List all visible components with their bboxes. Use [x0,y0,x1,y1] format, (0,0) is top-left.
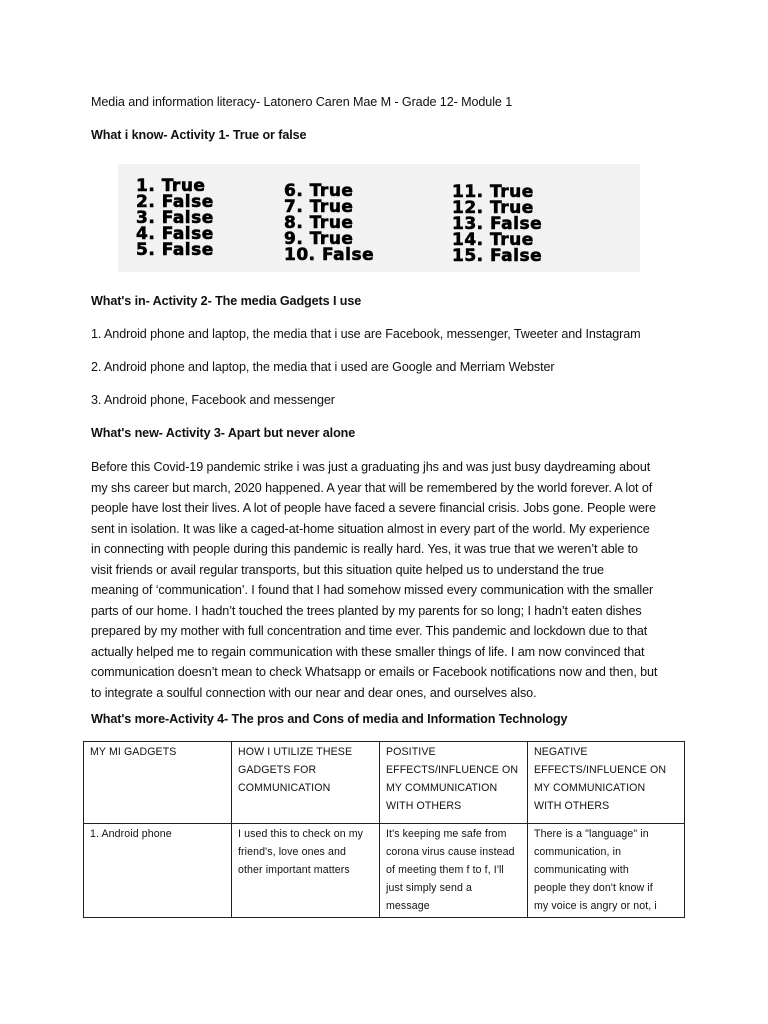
header-line: NEGATIVE [534,746,588,758]
paragraph-line: sent in isolation. It was like a caged-at-home situation almost in every part of the world. My experience [91,521,650,536]
paragraph-line: people have lost their lives. A lot of people have faced a severe financial crisis. Jobs gone. People were [91,501,656,515]
activity3-paragraph [91,457,691,703]
cell-line: 1. Android phone [90,828,172,840]
answer-item: 3. False [136,208,214,228]
paragraph-line: Before this Covid-19 pandemic strike i was just a graduating jhs and was just busy daydreaming about [91,460,651,474]
pros-cons-table [83,741,685,918]
activity2-item-1: 1. Android phone and laptop, the media that i use are Facebook, messenger, Tweeter and Instagram [91,327,641,341]
cell-line: other important matters [238,864,350,876]
answer-item: 14. True [452,230,534,250]
activity4-heading: What's more-Activity 4- The pros and Cons of media and Information Technology [91,712,568,726]
answer-item: 1. True [136,176,206,196]
cell-line: friend's, love ones and [238,846,346,858]
cell-line: communication, in [534,846,622,858]
header-line: EFFECTS/INFLUENCE ON [534,764,667,776]
answer-item: 12. True [452,198,534,218]
table-cell [232,824,380,918]
table-header-cell [380,742,528,824]
answers-image [118,164,640,272]
header-line: POSITIVE [386,746,436,758]
header-line: EFFECTS/INFLUENCE ON [386,764,519,776]
cell-line: just simply send a [386,882,472,894]
header-line: HOW I UTILIZE THESE [238,746,353,758]
header-line: MY COMMUNICATION [534,782,646,794]
activity2-item-3: 3. Android phone, Facebook and messenger [91,393,335,407]
paragraph-line: to integrate a soulful connection with our near and dear ones, and ourselves also. [91,685,537,700]
activity1-heading: What i know- Activity 1- True or false [91,128,307,142]
activity3-heading: What's new- Activity 3- Apart but never alone [91,426,356,440]
activity2-heading: What's in- Activity 2- The media Gadgets I use [91,294,362,308]
header-line: MY COMMUNICATION [386,782,498,794]
header-line: GADGETS FOR [238,764,317,776]
cell-line: There is a "language" in [534,828,649,840]
cell-line: my voice is angry or not, i [534,900,657,912]
cell-line: people they don't know if [534,882,653,894]
table-cell [528,824,685,918]
cell-line: corona virus cause instead [386,846,515,858]
answers-column-3 [452,184,542,264]
answer-item: 6. True [284,181,354,201]
paragraph-line: visit friends or avail regular transports, but this situation quite helped us to understand the true [91,562,604,577]
cell-line: communicating with [534,864,629,876]
activity2-item-2: 2. Android phone and laptop, the media that i used are Google and Merriam Webster [91,360,555,374]
table-cell [380,824,528,918]
answer-item: 4. False [136,224,214,244]
answers-column-2 [284,183,374,263]
cell-line: message [386,900,430,912]
answer-item: 13. False [452,214,543,234]
cell-line: I used this to check on my [238,828,364,840]
table-header-row [84,742,685,824]
cell-line: It's keeping me safe from [386,828,507,840]
paragraph-line: my shs career but march, 2020 happened. A year that will be remembered by the world forever. A lot of [91,480,653,495]
answer-item: 8. True [284,213,354,233]
header-line: WITH OTHERS [386,800,462,812]
document-title: Media and information literacy- Latonero Caren Mae M - Grade 12- Module 1 [91,95,513,109]
paragraph-line: in connecting with people during this pandemic is really hard. Yes, it was true that we weren’t able to [91,542,638,556]
cell-line: of meeting them f to f, I'll [386,864,504,876]
answer-item: 5. False [136,240,214,260]
answer-item: 15. False [452,246,543,266]
table-cell [84,824,232,918]
header-line: MY MI GADGETS [90,746,177,758]
answer-item: 2. False [136,192,214,212]
answer-item: 7. True [284,197,354,217]
paragraph-line: meaning of ‘communication’. I found that I had somehow missed every communication with the smaller [91,583,654,597]
paragraph-line: prepared by my mother with full concentration and time ever. This pandemic and lockdown due to that [91,624,648,638]
table-header-cell [232,742,380,824]
table-header-cell [528,742,685,824]
header-line: WITH OTHERS [534,800,610,812]
paragraph-line: parts of our home. I hadn’t touched the trees planted by my parents for so long; I hadn’t eaten dishes [91,603,642,618]
header-line: COMMUNICATION [238,782,331,794]
answer-item: 10. False [284,245,375,265]
table-header-cell [84,742,232,824]
answers-column-1 [136,178,214,258]
answer-item: 9. True [284,229,354,249]
answer-item: 11. True [452,182,534,202]
paragraph-line: actually helped me to regain communication with these smaller things of life. I am now convinced that [91,644,645,659]
paragraph-line: communication doesn’t mean to check Whatsapp or emails or Facebook notifications now and then, but [91,665,658,679]
table-row [84,824,685,918]
